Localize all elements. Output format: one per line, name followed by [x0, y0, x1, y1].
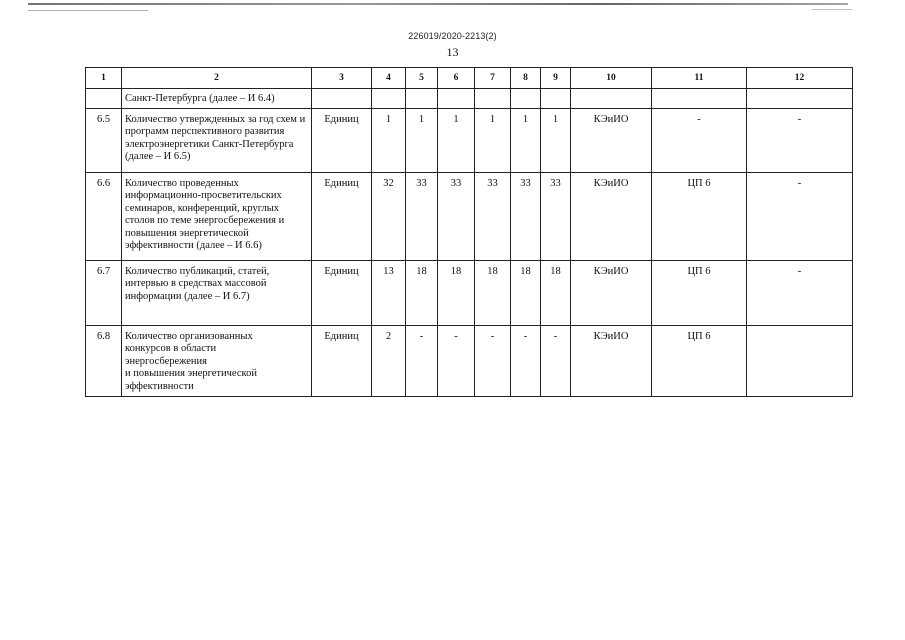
program-cell: ЦП 6 [652, 172, 747, 260]
column-header: 12 [747, 68, 853, 89]
indicator-number: 6.5 [86, 108, 122, 172]
program-cell: ЦП 6 [652, 260, 747, 325]
unit-cell: Единиц [312, 172, 372, 260]
value-cell: 33 [541, 172, 571, 260]
column-header: 4 [372, 68, 406, 89]
table-row [86, 172, 853, 260]
column-header: 1 [86, 68, 122, 89]
value-cell: 32 [372, 172, 406, 260]
value-cell: - [438, 325, 475, 396]
column-header: 6 [438, 68, 475, 89]
indicator-name: Количество публикаций, статей, интервью в средствах массовой информации (далее – И 6.7) [122, 260, 312, 325]
page-number: 13 [446, 45, 459, 59]
indicator-name-line: эффективности [125, 380, 194, 392]
note-cell: - [747, 172, 853, 260]
indicator-name-line: Количество организованных [125, 330, 253, 342]
note-cell [747, 325, 853, 396]
responsible-cell: КЭиИО [571, 260, 652, 325]
responsible-cell: КЭиИО [571, 108, 652, 172]
note-cell: - [747, 108, 853, 172]
value-cell: 1 [511, 108, 541, 172]
value-cell: 1 [438, 108, 475, 172]
scan-artifact-line [28, 3, 848, 5]
value-cell: 33 [438, 172, 475, 260]
table-row [86, 325, 853, 396]
column-header: 3 [312, 68, 372, 89]
indicator-name-line: энергосбережения [125, 355, 208, 367]
value-cell: 33 [475, 172, 511, 260]
document-number: 226019/2020-2213(2) [408, 31, 497, 41]
value-cell: 1 [406, 108, 438, 172]
unit-cell: Единиц [312, 260, 372, 325]
value-cell: 33 [511, 172, 541, 260]
value-cell: 33 [406, 172, 438, 260]
scan-artifact-line [812, 9, 852, 10]
value-cell: 1 [475, 108, 511, 172]
table-row-continuation [86, 89, 853, 109]
value-cell: 18 [438, 260, 475, 325]
value-cell: - [541, 325, 571, 396]
program-cell: - [652, 108, 747, 172]
unit-cell: Единиц [312, 108, 372, 172]
indicator-number: 6.7 [86, 260, 122, 325]
responsible-cell: КЭиИО [571, 172, 652, 260]
table-header-row [86, 68, 853, 89]
column-header: 9 [541, 68, 571, 89]
table-row [86, 260, 853, 325]
column-header: 10 [571, 68, 652, 89]
indicator-name [122, 325, 312, 396]
column-header: 11 [652, 68, 747, 89]
value-cell: - [406, 325, 438, 396]
value-cell: 2 [372, 325, 406, 396]
value-cell: 18 [541, 260, 571, 325]
value-cell: 18 [475, 260, 511, 325]
program-cell: ЦП 6 [652, 325, 747, 396]
indicators-table [85, 67, 853, 397]
table-row [86, 108, 853, 172]
indicator-name: Количество проведенных информационно-просветительских семинаров, конференций, круглых столов по теме энергосбережения и повышения энергетической эффективности (далее – И 6.6) [122, 172, 312, 260]
value-cell: - [475, 325, 511, 396]
unit-cell: Единиц [312, 325, 372, 396]
indicator-name: Санкт-Петербурга (далее – И 6.4) [122, 89, 312, 109]
value-cell: - [511, 325, 541, 396]
value-cell: 1 [372, 108, 406, 172]
indicator-number: 6.8 [86, 325, 122, 396]
indicator-number: 6.6 [86, 172, 122, 260]
column-header: 2 [122, 68, 312, 89]
value-cell: 18 [406, 260, 438, 325]
indicator-name: Количество утвержденных за год схем и программ перспективного развития электроэнергетики Санкт-Петербурга (далее – И 6.5) [122, 108, 312, 172]
value-cell: 18 [511, 260, 541, 325]
note-cell: - [747, 260, 853, 325]
column-header: 5 [406, 68, 438, 89]
value-cell: 13 [372, 260, 406, 325]
value-cell: 1 [541, 108, 571, 172]
responsible-cell: КЭиИО [571, 325, 652, 396]
column-header: 7 [475, 68, 511, 89]
column-header: 8 [511, 68, 541, 89]
indicator-name-line: и повышения энергетической [125, 368, 257, 379]
scan-artifact-line [28, 10, 148, 11]
indicator-name-line: конкурсов в области [125, 343, 217, 354]
